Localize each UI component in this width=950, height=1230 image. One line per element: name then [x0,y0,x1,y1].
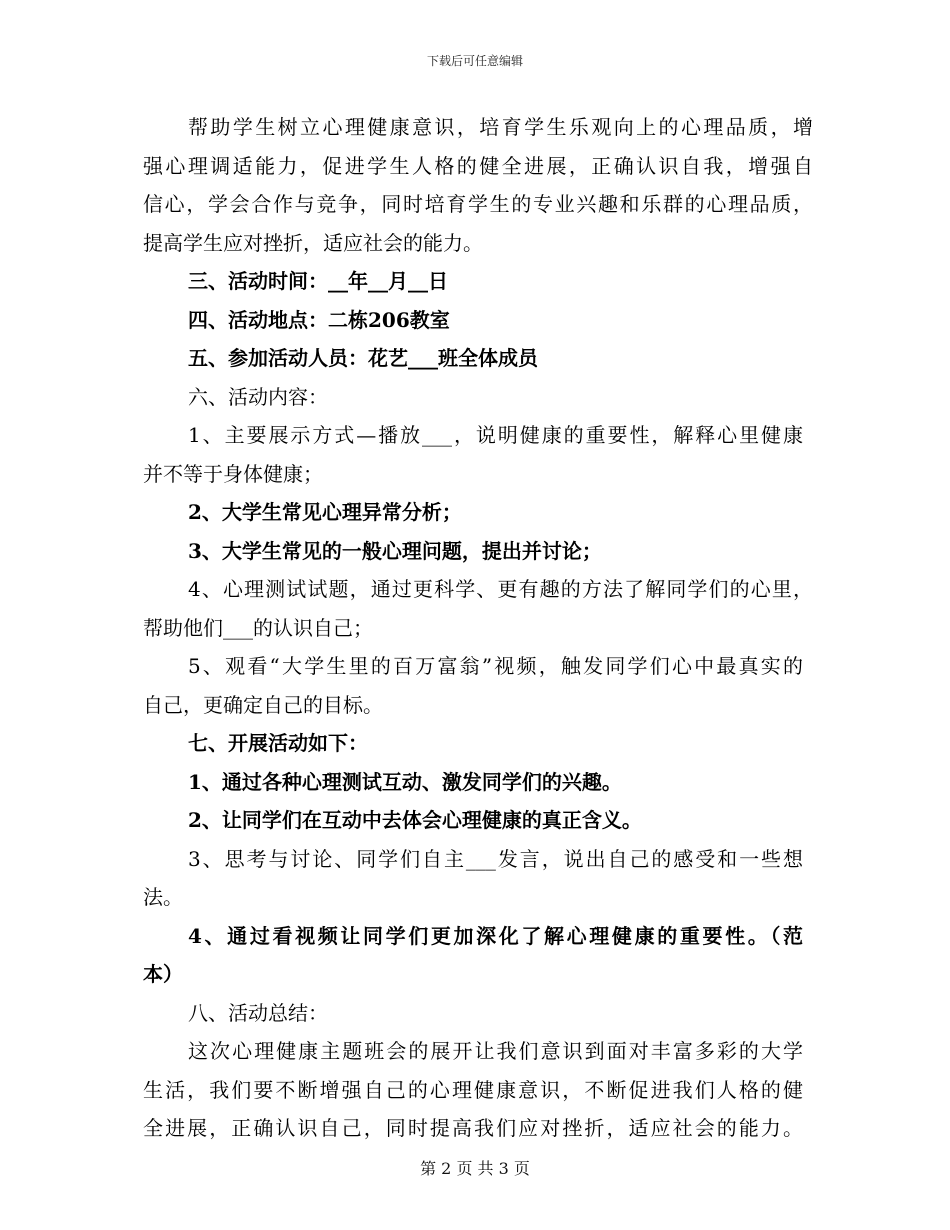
page-footer: 第 2 页 共 3 页 [420,1159,530,1178]
text-line: 强心理调适能力，促进学生人格的健全进展，正确认识自我，增强自 [143,153,813,178]
text-line: 自己，更确定自己的目标。 [143,692,383,717]
text-line: 四、活动地点：二栋206教室 [188,307,450,332]
text-line: 本） [143,962,183,986]
text-line: 并不等于身体健康； [143,461,323,486]
text-line: 七、开展活动如下： [188,731,368,755]
text-line: 法。 [143,885,183,909]
text-line: 4、心理测试试题，通过更科学、更有趣的方法了解同学们的心里， [188,577,813,601]
text-line: 5、观看“大学生里的百万富翁”视频，触发同学们心中最真实的 [188,654,803,678]
text-line: 生活，我们要不断增强自己的心理健康意识，不断促进我们人格的健 [143,1077,803,1102]
text-line: 3、大学生常见的一般心理问题，提出并讨论； [188,538,602,563]
page-header: 下载后可任意编辑 [426,54,523,68]
text-line: 提高学生应对挫折，适应社会的能力。 [143,230,483,255]
text-line: 2、大学生常见心理异常分析； [188,500,462,524]
text-line: 三、活动时间：__年__月__日 [188,269,448,293]
text-line: 八、活动总结： [188,1000,328,1025]
text-line: 2、让同学们在互动中去体会心理健康的真正含义。 [188,808,642,832]
document-body [143,108,813,1148]
text-line: 1、主要展示方式—播放___，说明健康的重要性，解释心里健康 [188,423,803,447]
text-line: 全进展，正确认识自己，同时提高我们应对挫折，适应社会的能力。 [143,1116,803,1140]
text-line: 帮助学生树立心理健康意识，培育学生乐观向上的心理品质，增 [188,115,813,139]
text-line: 帮助他们___的认识自己； [143,615,373,640]
text-line: 六、活动内容： [188,384,328,409]
text-line: 五、参加活动人员：花艺___班全体成员 [188,346,538,370]
text-line: 3、思考与讨论、同学们自主___发言，说出自己的感受和一些想 [188,846,803,871]
text-line: 1、通过各种心理测试互动、激发同学们的兴趣。 [188,769,622,794]
text-line: 这次心理健康主题班会的展开让我们意识到面对丰富多彩的大学 [188,1039,803,1063]
text-line: 信心，学会合作与竞争，同时培育学生的专业兴趣和乐群的心理品质， [143,192,813,216]
text-line: 4、通过看视频让同学们更加深化了解心理健康的重要性。（范 [188,923,803,948]
